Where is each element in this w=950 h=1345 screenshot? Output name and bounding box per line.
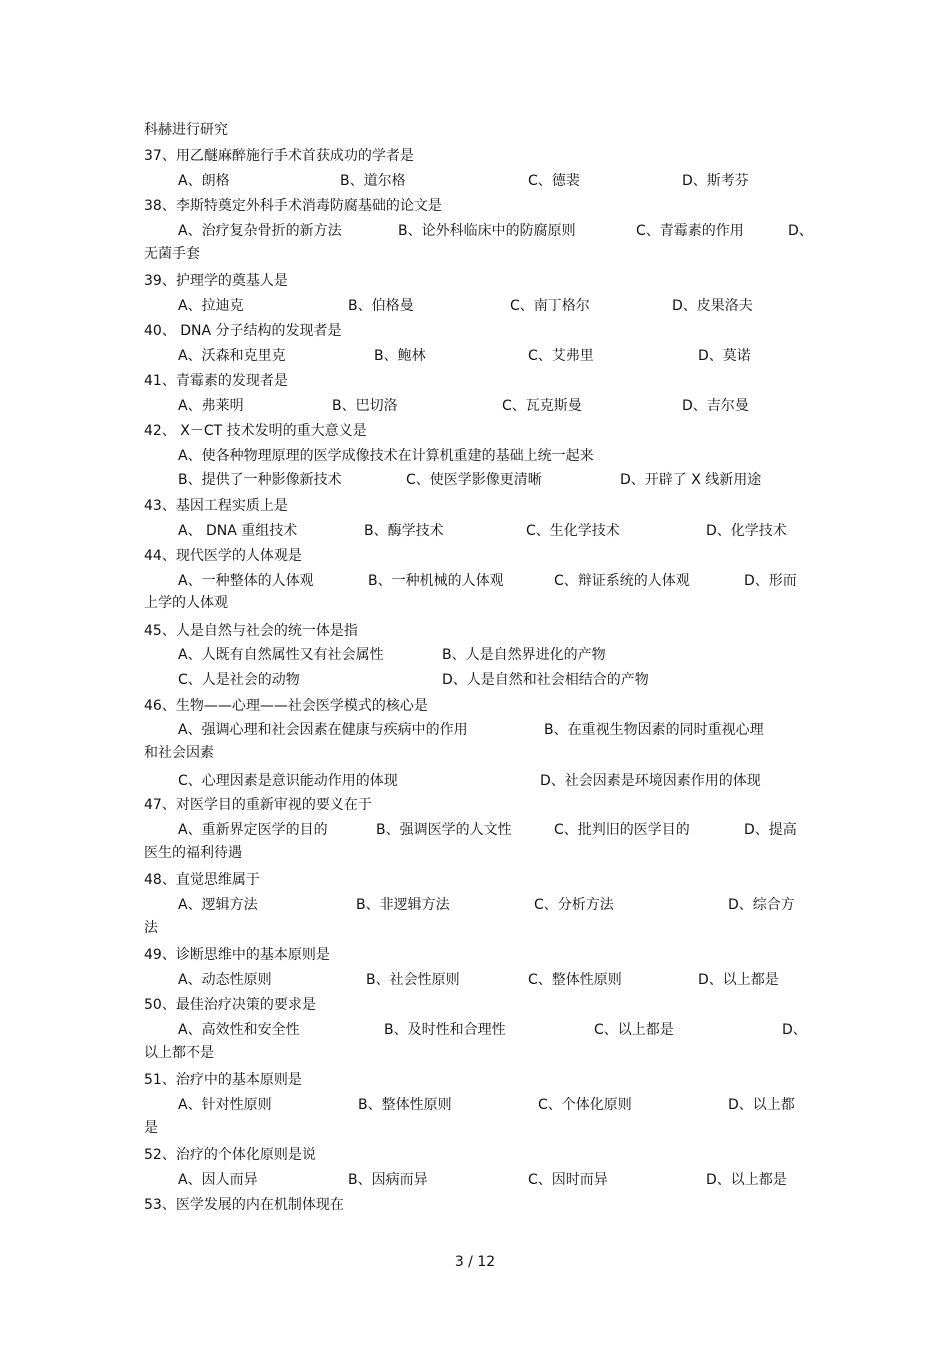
question-stem: 40、 DNA 分子结构的发现者是 [144, 323, 342, 339]
question-stem: 39、护理学的奠基人是 [144, 273, 288, 289]
answer-option: C、因时而异 [528, 1172, 608, 1188]
answer-option: C、辩证系统的人体观 [554, 573, 690, 589]
text-line: 法 [144, 920, 158, 936]
answer-option: A、因人而异 [178, 1172, 258, 1188]
question-stem: 48、直觉思维属于 [144, 872, 260, 888]
answer-option: D、吉尔曼 [682, 398, 749, 414]
answer-option: C、整体性原则 [528, 972, 622, 988]
answer-option: D、化学技术 [706, 523, 787, 539]
answer-option: A、一种整体的人体观 [178, 573, 314, 589]
answer-option: A、重新界定医学的目的 [178, 822, 328, 838]
answer-option: C、南丁格尔 [510, 298, 590, 314]
answer-option: C、使医学影像更清晰 [406, 472, 542, 488]
answer-option: A、逻辑方法 [178, 897, 258, 913]
question-stem: 37、用乙醚麻醉施行手术首获成功的学者是 [144, 148, 414, 164]
answer-option: B、因病而异 [348, 1172, 428, 1188]
answer-option: C、以上都是 [594, 1022, 674, 1038]
question-stem: 42、 X－CT 技术发明的重大意义是 [144, 423, 367, 439]
answer-option: C、青霉素的作用 [636, 223, 744, 239]
answer-option: A、弗莱明 [178, 398, 244, 414]
question-stem: 43、基因工程实质上是 [144, 498, 288, 514]
answer-option: C、心理因素是意识能动作用的体现 [178, 773, 398, 789]
answer-option: B、社会性原则 [366, 972, 460, 988]
question-stem: 51、治疗中的基本原则是 [144, 1072, 302, 1088]
answer-option: B、提供了一种影像新技术 [178, 472, 342, 488]
question-stem: 38、李斯特奠定外科手术消毒防腐基础的论文是 [144, 198, 442, 214]
answer-option: B、在重视生物因素的同时重视心理 [544, 722, 764, 738]
answer-option: A、拉迪克 [178, 298, 244, 314]
answer-option: A、针对性原则 [178, 1097, 272, 1113]
text-line: 无菌手套 [144, 246, 200, 262]
answer-option: C、德裴 [528, 173, 580, 189]
answer-option: A、强调心理和社会因素在健康与疾病中的作用 [178, 722, 468, 738]
answer-option: B、伯格曼 [348, 298, 414, 314]
answer-option: B、非逻辑方法 [356, 897, 450, 913]
answer-option: C、个体化原则 [538, 1097, 632, 1113]
question-stem: 52、治疗的个体化原则是说 [144, 1147, 316, 1163]
question-stem: 49、诊断思维中的基本原则是 [144, 947, 330, 963]
answer-option: A、治疗复杂骨折的新方法 [178, 223, 342, 239]
text-line: 和社会因素 [144, 745, 214, 761]
answer-option: B、整体性原则 [358, 1097, 452, 1113]
answer-option: D、人是自然和社会相结合的产物 [442, 672, 649, 688]
answer-option: D、皮果洛夫 [672, 298, 753, 314]
answer-option: B、强调医学的人文性 [376, 822, 512, 838]
answer-option: A、人既有自然属性又有社会属性 [178, 647, 384, 663]
page-number: 3 / 12 [454, 1254, 496, 1270]
question-stem: 46、生物——心理——社会医学模式的核心是 [144, 698, 428, 714]
answer-option: A、 DNA 重组技术 [178, 523, 298, 539]
answer-option: A、高效性和安全性 [178, 1022, 300, 1038]
answer-option: B、人是自然界进化的产物 [442, 647, 606, 663]
answer-option: C、生化学技术 [526, 523, 620, 539]
answer-option: B、道尔格 [340, 173, 406, 189]
answer-option: D、斯考芬 [682, 173, 749, 189]
answer-option: C、批判旧的医学目的 [554, 822, 690, 838]
answer-option: C、分析方法 [534, 897, 614, 913]
answer-option: B、及时性和合理性 [384, 1022, 506, 1038]
question-stem: 44、现代医学的人体观是 [144, 548, 302, 564]
answer-option: D、莫诺 [698, 348, 751, 364]
answer-option: A、朗格 [178, 173, 230, 189]
question-stem: 45、人是自然与社会的统一体是指 [144, 623, 358, 639]
answer-option: C、瓦克斯曼 [502, 398, 582, 414]
text-line: 医生的福利待遇 [144, 845, 242, 861]
question-stem: 50、最佳治疗决策的要求是 [144, 997, 316, 1013]
answer-option: B、巴切洛 [332, 398, 398, 414]
answer-option: D、以上都是 [706, 1172, 787, 1188]
answer-option: D、以上都 [728, 1097, 795, 1113]
text-line: 上学的人体观 [144, 595, 228, 611]
answer-option: A、沃森和克里克 [178, 348, 286, 364]
question-stem: 53、医学发展的内在机制体现在 [144, 1197, 344, 1213]
answer-option: D、综合方 [728, 897, 795, 913]
answer-option: A、使各种物理原理的医学成像技术在计算机重建的基础上统一起来 [178, 448, 594, 464]
text-line: 科赫进行研究 [144, 122, 228, 138]
question-stem: 41、青霉素的发现者是 [144, 373, 288, 389]
text-line: 是 [144, 1120, 158, 1136]
answer-option: D、社会因素是环境因素作用的体现 [540, 773, 761, 789]
answer-option: D、 [782, 1022, 807, 1038]
answer-option: D、以上都是 [698, 972, 779, 988]
answer-option: C、艾弗里 [528, 348, 594, 364]
answer-option: B、鲍林 [374, 348, 426, 364]
answer-option: B、酶学技术 [364, 523, 444, 539]
answer-option: D、开辟了 X 线新用途 [620, 472, 762, 488]
answer-option: D、 [788, 223, 813, 239]
text-line: 以上都不是 [144, 1045, 214, 1061]
answer-option: B、一种机械的人体观 [368, 573, 504, 589]
answer-option: A、动态性原则 [178, 972, 272, 988]
answer-option: D、形而 [744, 573, 797, 589]
answer-option: B、论外科临床中的防腐原则 [398, 223, 576, 239]
question-stem: 47、对医学目的重新审视的要义在于 [144, 797, 372, 813]
answer-option: C、人是社会的动物 [178, 672, 300, 688]
answer-option: D、提高 [744, 822, 797, 838]
